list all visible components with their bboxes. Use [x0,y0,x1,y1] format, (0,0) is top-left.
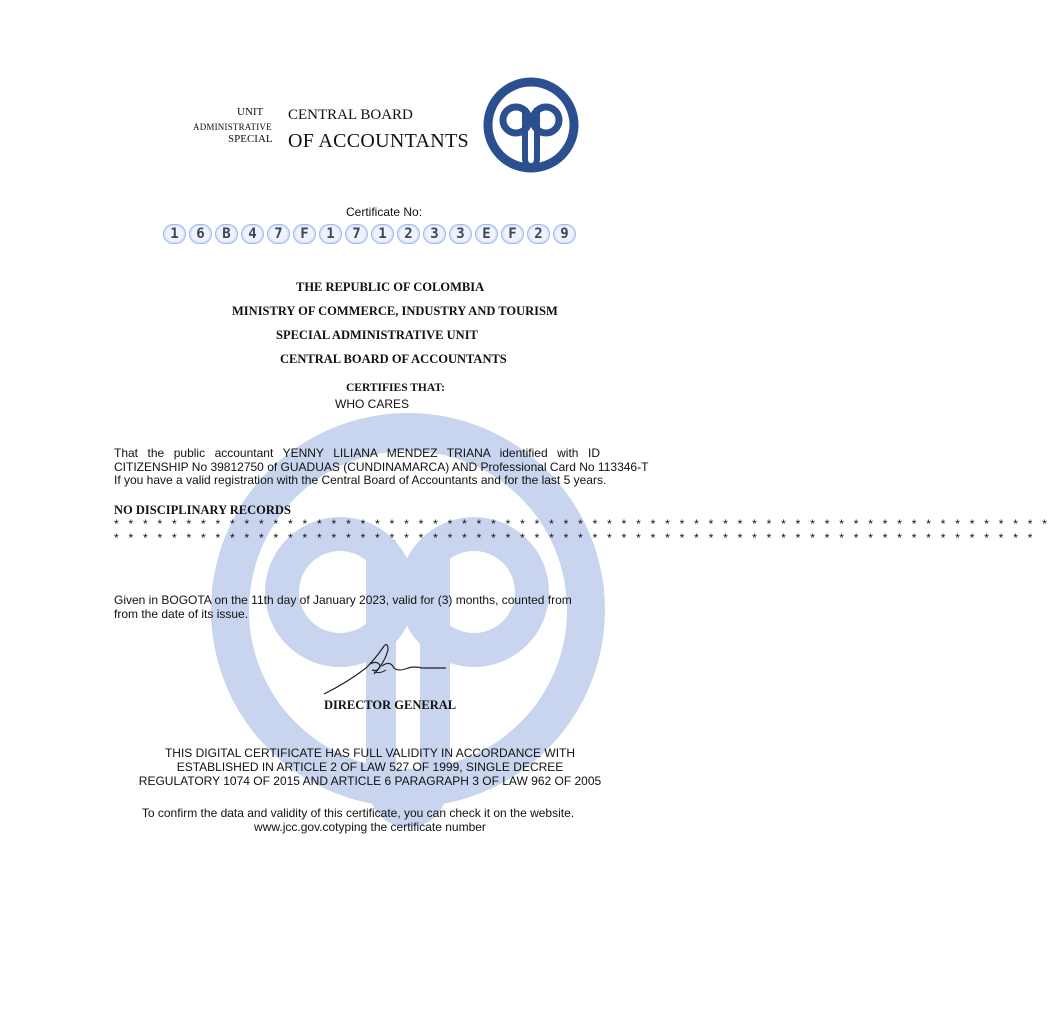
body-line-3: If you have a valid registration with the Central Board of Accountants and for the last 5 years. [114,473,607,487]
board-title: CENTRAL BOARD OF ACCOUNTANTS [280,352,507,366]
code-char: 6 [189,224,212,244]
signature [318,638,458,698]
who-cares-text: WHO CARES [335,397,410,411]
code-char: 7 [267,224,290,244]
body-line-1: That the public accountant YENNY LILIANA MENDEZ TRIANA identified with ID [114,446,600,460]
administrative-label: ADMINISTRATIVE [193,122,272,132]
code-char: 1 [371,224,394,244]
code-char: 9 [553,224,576,244]
body-line-2: CITIZENSHIP No 39812750 of GUADUAS (CUNDINAMARCA) AND Professional Card No 113346-T [114,460,649,474]
code-char: 2 [397,224,420,244]
code-char: 1 [319,224,342,244]
given-line-2: from the date of its issue. [114,607,249,621]
unit-label: UNIT [237,106,264,118]
given-line-1: Given in BOGOTA on the 11th day of January 2023, valid for (3) months, counted from [114,593,572,607]
code-char: 4 [241,224,264,244]
asterisk-line-2: * * * * * * * * * * * * * * * * * * * * * * * * * * * * * * * * * * * * * * * * * * * * * * * * * * * * * * * * * * * * * * * * [114,531,1036,545]
board-name-line2: OF ACCOUNTANTS [288,130,469,152]
republic-title: THE REPUBLIC OF COLOMBIA [296,280,485,294]
certifies-heading: CERTIFIES THAT: [346,382,445,394]
board-name-line1: CENTRAL BOARD [288,107,413,123]
code-char: B [215,224,238,244]
certificate-code [163,224,576,244]
certificate-label: Certificate No: [346,205,423,219]
confirm-line-2: www.jcc.gov.cotyping the certificate number [254,820,486,834]
code-char: E [475,224,498,244]
code-char: F [501,224,524,244]
asterisk-line-1: * * * * * * * * * * * * * * * * * * * * * * * * * * * * * * * * * * * * * * * * * * * * * * * * * * * * * * * * * * * * * * * * * [114,517,1050,531]
confirm-line-1: To confirm the data and validity of this certificate, you can check it on the website. [141,806,575,820]
unit-title: SPECIAL ADMINISTRATIVE UNIT [276,328,478,342]
validity-line-2: ESTABLISHED IN ARTICLE 2 OF LAW 527 OF 1999, SINGLE DECREE [176,760,564,774]
validity-line-1: THIS DIGITAL CERTIFICATE HAS FULL VALIDITY IN ACCORDANCE WITH [164,746,576,760]
code-char: F [293,224,316,244]
code-char: 7 [345,224,368,244]
code-char: 2 [527,224,550,244]
validity-line-3: REGULATORY 1074 OF 2015 AND ARTICLE 6 PARAGRAPH 3 OF LAW 962 OF 2005 [138,774,602,788]
ministry-title: MINISTRY OF COMMERCE, INDUSTRY AND TOURISM [232,304,558,318]
special-label: SPECIAL [228,133,273,145]
code-char: 3 [449,224,472,244]
code-char: 3 [423,224,446,244]
jcc-logo [480,76,584,176]
director-title: DIRECTOR GENERAL [324,698,457,712]
no-disciplinary-heading: NO DISCIPLINARY RECORDS [114,503,291,517]
code-char: 1 [163,224,186,244]
